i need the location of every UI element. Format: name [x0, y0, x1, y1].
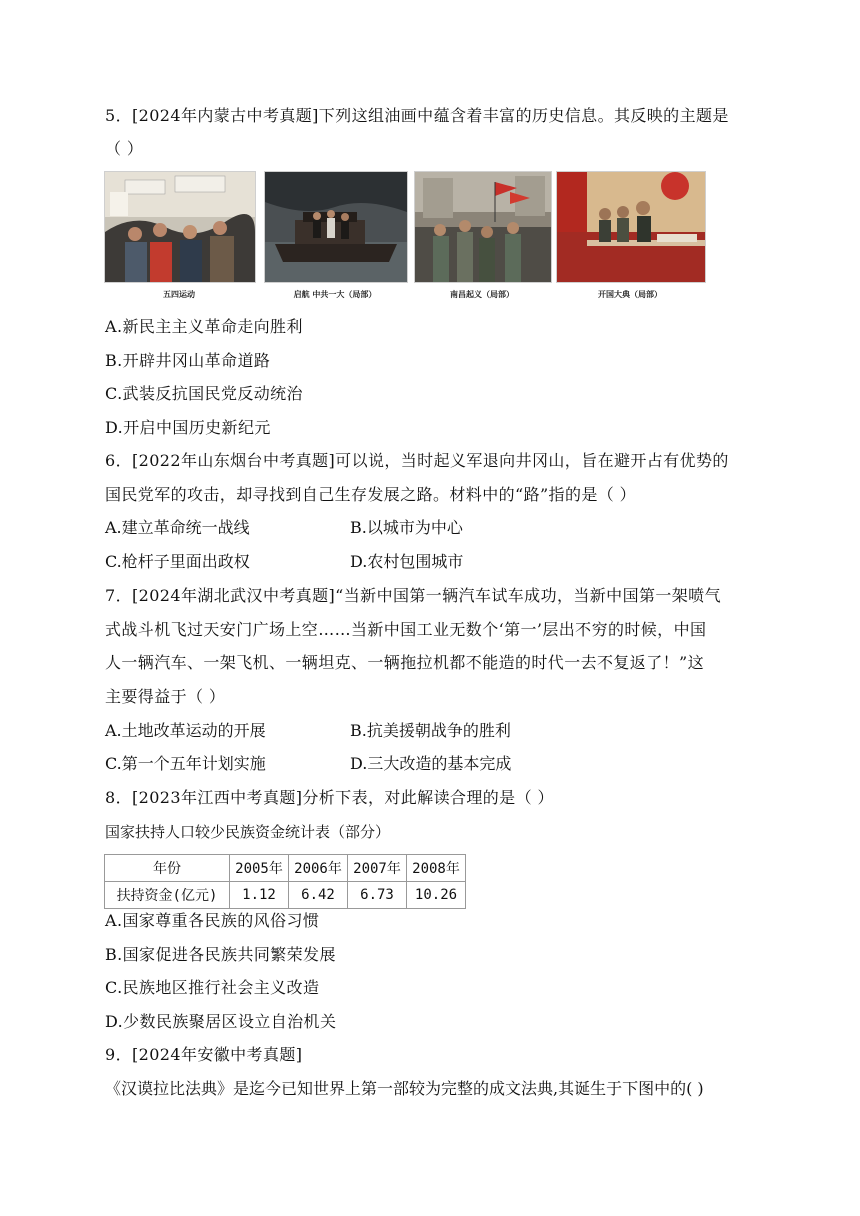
table-cell: 扶持资金(亿元) [105, 882, 230, 909]
q6-stem-line1: 6．[2022年山东烟台中考真题]可以说，当时起义军退向井冈山，旨在避开占有优势的 [105, 451, 729, 470]
table-row [105, 882, 466, 909]
painting-caption: 五四运动 [163, 290, 195, 299]
q8-funding-table [104, 854, 466, 909]
table-cell: 1.12 [230, 882, 289, 909]
q5-option-a: A.新民主主义革命走向胜利 [105, 317, 303, 336]
painting-nanchang-uprising-image [414, 171, 552, 283]
q8-option-a: A.国家尊重各民族的风俗习惯 [105, 911, 320, 930]
q5-option-c: C.武装反抗国民党反动统治 [105, 384, 303, 403]
q6-option-c: C.枪杆子里面出政权 [105, 552, 250, 571]
q7-option-a: A.土地改革运动的开展 [105, 721, 266, 740]
table-cell: 6.73 [348, 882, 407, 909]
q7-option-b: B.抗美援朝战争的胜利 [350, 721, 511, 740]
painting-caption: 南昌起义（局部） [450, 290, 514, 299]
q5-option-b: B.开辟井冈山革命道路 [105, 351, 271, 370]
q8-stem-line1: 8．[2023年江西中考真题]分析下表，对此解读合理的是（ ） [105, 788, 554, 807]
q5-stem-line1: 5．[2024年内蒙古中考真题]下列这组油画中蕴含着丰富的历史信息。其反映的主题是 [105, 106, 729, 125]
q8-table-title: 国家扶持人口较少民族资金统计表（部分） [105, 823, 391, 841]
painting-caption: 开国大典（局部） [598, 290, 662, 299]
q5-stem-line2: （ ） [105, 139, 144, 158]
q5-paintings [104, 171, 704, 301]
table-header-cell: 2007年 [348, 855, 407, 882]
q8-option-b: B.国家促进各民族共同繁荣发展 [105, 945, 336, 964]
table-header-cell: 年份 [105, 855, 230, 882]
painting-founding-ceremony-image [556, 171, 706, 283]
table-header-cell: 2006年 [289, 855, 348, 882]
q7-stem-line1: 7．[2024年湖北武汉中考真题]“当新中国第一辆汽车试车成功，当新中国第一架喷气 [105, 586, 721, 605]
q9-stem-line1: 9．[2024年安徽中考真题] [105, 1045, 303, 1064]
painting-red-boat-image [264, 171, 408, 283]
painting-caption: 启航 中共一大（局部） [293, 290, 377, 299]
table-header-cell: 2005年 [230, 855, 289, 882]
table-header-cell: 2008年 [407, 855, 466, 882]
q7-option-c: C.第一个五年计划实施 [105, 754, 266, 773]
q6-option-d: D.农村包围城市 [350, 552, 464, 571]
table-cell: 10.26 [407, 882, 466, 909]
q7-stem-line4: 主要得益于（ ） [105, 687, 226, 706]
q8-option-c: C.民族地区推行社会主义改造 [105, 978, 320, 997]
table-cell: 6.42 [289, 882, 348, 909]
q5-option-d: D.开启中国历史新纪元 [105, 418, 271, 437]
q6-option-b: B.以城市为中心 [350, 518, 463, 537]
q9-stem-line2: 《汉谟拉比法典》是迄今已知世界上第一部较为完整的成文法典,其诞生于下图中的( ) [105, 1079, 704, 1098]
q7-stem-line2: 式战斗机飞过天安门广场上空……当新中国工业无数个‘第一’层出不穷的时候，中国 [105, 620, 707, 639]
painting-may-fourth-image [104, 171, 256, 283]
table-header-row [105, 855, 466, 882]
q8-option-d: D.少数民族聚居区设立自治机关 [105, 1012, 337, 1031]
q7-option-d: D.三大改造的基本完成 [350, 754, 512, 773]
q6-stem-line2: 国民党军的攻击，却寻找到自己生存发展之路。材料中的“路”指的是（ ） [105, 485, 637, 504]
q6-option-a: A.建立革命统一战线 [105, 518, 250, 537]
q7-stem-line3: 人一辆汽车、一架飞机、一辆坦克、一辆拖拉机都不能造的时代一去不复返了！”这 [105, 653, 704, 672]
